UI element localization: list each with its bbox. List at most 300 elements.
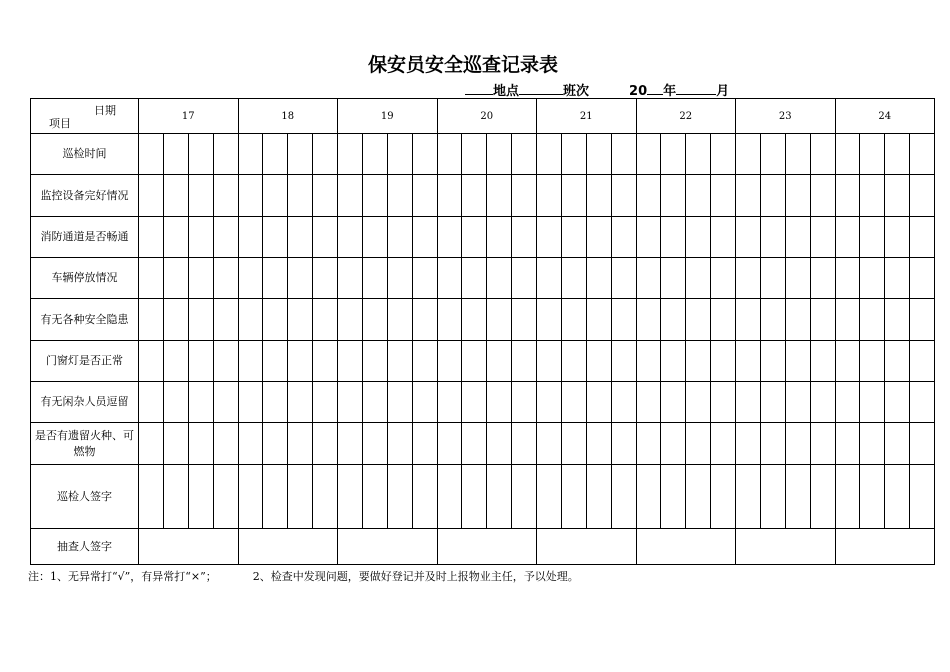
check-cell[interactable] bbox=[313, 134, 338, 175]
check-cell[interactable] bbox=[810, 341, 835, 382]
check-cell[interactable] bbox=[537, 423, 562, 465]
check-cell[interactable] bbox=[785, 465, 810, 529]
check-cell[interactable] bbox=[437, 258, 462, 299]
check-cell[interactable] bbox=[139, 217, 164, 258]
check-cell[interactable] bbox=[238, 134, 263, 175]
check-cell[interactable] bbox=[512, 299, 537, 341]
check-cell[interactable] bbox=[213, 382, 238, 423]
month-blank[interactable] bbox=[676, 82, 716, 95]
check-cell[interactable] bbox=[611, 341, 636, 382]
check-cell[interactable] bbox=[412, 217, 437, 258]
check-cell[interactable] bbox=[288, 258, 313, 299]
check-cell[interactable] bbox=[338, 465, 363, 529]
check-cell[interactable] bbox=[711, 382, 736, 423]
check-cell[interactable] bbox=[238, 299, 263, 341]
check-cell[interactable] bbox=[263, 134, 288, 175]
check-cell[interactable] bbox=[736, 423, 761, 465]
check-cell[interactable] bbox=[487, 465, 512, 529]
check-cell[interactable] bbox=[238, 423, 263, 465]
check-cell[interactable] bbox=[213, 258, 238, 299]
check-cell[interactable] bbox=[711, 465, 736, 529]
check-cell[interactable] bbox=[213, 134, 238, 175]
check-cell[interactable] bbox=[188, 258, 213, 299]
check-cell[interactable] bbox=[736, 175, 761, 217]
check-cell[interactable] bbox=[736, 299, 761, 341]
check-cell[interactable] bbox=[860, 382, 885, 423]
check-cell[interactable] bbox=[860, 175, 885, 217]
signature-cell[interactable] bbox=[437, 529, 537, 565]
check-cell[interactable] bbox=[561, 382, 586, 423]
check-cell[interactable] bbox=[760, 382, 785, 423]
check-cell[interactable] bbox=[711, 134, 736, 175]
check-cell[interactable] bbox=[512, 175, 537, 217]
check-cell[interactable] bbox=[586, 217, 611, 258]
check-cell[interactable] bbox=[760, 258, 785, 299]
check-cell[interactable] bbox=[462, 217, 487, 258]
check-cell[interactable] bbox=[785, 258, 810, 299]
check-cell[interactable] bbox=[512, 134, 537, 175]
check-cell[interactable] bbox=[910, 217, 935, 258]
check-cell[interactable] bbox=[313, 299, 338, 341]
check-cell[interactable] bbox=[437, 217, 462, 258]
check-cell[interactable] bbox=[686, 382, 711, 423]
check-cell[interactable] bbox=[139, 175, 164, 217]
check-cell[interactable] bbox=[537, 258, 562, 299]
check-cell[interactable] bbox=[860, 134, 885, 175]
check-cell[interactable] bbox=[487, 134, 512, 175]
check-cell[interactable] bbox=[437, 175, 462, 217]
check-cell[interactable] bbox=[188, 217, 213, 258]
check-cell[interactable] bbox=[288, 134, 313, 175]
check-cell[interactable] bbox=[860, 217, 885, 258]
check-cell[interactable] bbox=[910, 134, 935, 175]
check-cell[interactable] bbox=[288, 465, 313, 529]
check-cell[interactable] bbox=[910, 258, 935, 299]
check-cell[interactable] bbox=[736, 134, 761, 175]
check-cell[interactable] bbox=[835, 465, 860, 529]
check-cell[interactable] bbox=[686, 134, 711, 175]
check-cell[interactable] bbox=[810, 217, 835, 258]
check-cell[interactable] bbox=[537, 175, 562, 217]
check-cell[interactable] bbox=[462, 382, 487, 423]
check-cell[interactable] bbox=[462, 134, 487, 175]
check-cell[interactable] bbox=[885, 382, 910, 423]
check-cell[interactable] bbox=[238, 258, 263, 299]
check-cell[interactable] bbox=[810, 175, 835, 217]
check-cell[interactable] bbox=[760, 299, 785, 341]
check-cell[interactable] bbox=[288, 175, 313, 217]
check-cell[interactable] bbox=[188, 382, 213, 423]
check-cell[interactable] bbox=[910, 299, 935, 341]
check-cell[interactable] bbox=[163, 134, 188, 175]
check-cell[interactable] bbox=[611, 175, 636, 217]
check-cell[interactable] bbox=[213, 217, 238, 258]
check-cell[interactable] bbox=[785, 341, 810, 382]
check-cell[interactable] bbox=[885, 258, 910, 299]
check-cell[interactable] bbox=[512, 258, 537, 299]
check-cell[interactable] bbox=[885, 217, 910, 258]
check-cell[interactable] bbox=[910, 423, 935, 465]
signature-cell[interactable] bbox=[338, 529, 438, 565]
check-cell[interactable] bbox=[288, 382, 313, 423]
check-cell[interactable] bbox=[263, 217, 288, 258]
check-cell[interactable] bbox=[139, 258, 164, 299]
check-cell[interactable] bbox=[586, 134, 611, 175]
check-cell[interactable] bbox=[686, 423, 711, 465]
check-cell[interactable] bbox=[512, 423, 537, 465]
check-cell[interactable] bbox=[810, 465, 835, 529]
check-cell[interactable] bbox=[313, 423, 338, 465]
check-cell[interactable] bbox=[586, 465, 611, 529]
check-cell[interactable] bbox=[288, 299, 313, 341]
check-cell[interactable] bbox=[561, 134, 586, 175]
check-cell[interactable] bbox=[213, 341, 238, 382]
check-cell[interactable] bbox=[686, 258, 711, 299]
check-cell[interactable] bbox=[387, 175, 412, 217]
check-cell[interactable] bbox=[338, 175, 363, 217]
check-cell[interactable] bbox=[387, 341, 412, 382]
check-cell[interactable] bbox=[437, 382, 462, 423]
check-cell[interactable] bbox=[760, 341, 785, 382]
check-cell[interactable] bbox=[537, 299, 562, 341]
check-cell[interactable] bbox=[835, 258, 860, 299]
check-cell[interactable] bbox=[835, 299, 860, 341]
check-cell[interactable] bbox=[387, 134, 412, 175]
check-cell[interactable] bbox=[636, 423, 661, 465]
check-cell[interactable] bbox=[885, 465, 910, 529]
check-cell[interactable] bbox=[263, 341, 288, 382]
check-cell[interactable] bbox=[487, 299, 512, 341]
check-cell[interactable] bbox=[537, 465, 562, 529]
check-cell[interactable] bbox=[487, 341, 512, 382]
check-cell[interactable] bbox=[561, 258, 586, 299]
check-cell[interactable] bbox=[163, 175, 188, 217]
check-cell[interactable] bbox=[362, 299, 387, 341]
check-cell[interactable] bbox=[711, 258, 736, 299]
check-cell[interactable] bbox=[213, 175, 238, 217]
check-cell[interactable] bbox=[636, 175, 661, 217]
signature-cell[interactable] bbox=[537, 529, 637, 565]
check-cell[interactable] bbox=[661, 217, 686, 258]
signature-cell[interactable] bbox=[139, 529, 239, 565]
check-cell[interactable] bbox=[139, 341, 164, 382]
check-cell[interactable] bbox=[188, 465, 213, 529]
check-cell[interactable] bbox=[785, 175, 810, 217]
check-cell[interactable] bbox=[462, 341, 487, 382]
check-cell[interactable] bbox=[810, 258, 835, 299]
check-cell[interactable] bbox=[785, 134, 810, 175]
shift-blank[interactable] bbox=[519, 82, 563, 95]
check-cell[interactable] bbox=[835, 175, 860, 217]
check-cell[interactable] bbox=[263, 299, 288, 341]
check-cell[interactable] bbox=[338, 217, 363, 258]
check-cell[interactable] bbox=[512, 217, 537, 258]
check-cell[interactable] bbox=[860, 258, 885, 299]
check-cell[interactable] bbox=[711, 299, 736, 341]
check-cell[interactable] bbox=[487, 217, 512, 258]
check-cell[interactable] bbox=[661, 341, 686, 382]
check-cell[interactable] bbox=[462, 299, 487, 341]
check-cell[interactable] bbox=[537, 382, 562, 423]
check-cell[interactable] bbox=[785, 299, 810, 341]
check-cell[interactable] bbox=[711, 175, 736, 217]
check-cell[interactable] bbox=[636, 382, 661, 423]
check-cell[interactable] bbox=[835, 217, 860, 258]
check-cell[interactable] bbox=[412, 299, 437, 341]
check-cell[interactable] bbox=[139, 382, 164, 423]
check-cell[interactable] bbox=[313, 341, 338, 382]
check-cell[interactable] bbox=[661, 465, 686, 529]
check-cell[interactable] bbox=[512, 465, 537, 529]
check-cell[interactable] bbox=[313, 465, 338, 529]
check-cell[interactable] bbox=[636, 217, 661, 258]
check-cell[interactable] bbox=[362, 423, 387, 465]
check-cell[interactable] bbox=[636, 465, 661, 529]
check-cell[interactable] bbox=[362, 341, 387, 382]
check-cell[interactable] bbox=[661, 382, 686, 423]
check-cell[interactable] bbox=[288, 423, 313, 465]
check-cell[interactable] bbox=[835, 382, 860, 423]
check-cell[interactable] bbox=[387, 423, 412, 465]
check-cell[interactable] bbox=[512, 341, 537, 382]
check-cell[interactable] bbox=[412, 258, 437, 299]
check-cell[interactable] bbox=[213, 423, 238, 465]
check-cell[interactable] bbox=[487, 175, 512, 217]
check-cell[interactable] bbox=[611, 382, 636, 423]
check-cell[interactable] bbox=[139, 423, 164, 465]
check-cell[interactable] bbox=[785, 217, 810, 258]
check-cell[interactable] bbox=[537, 341, 562, 382]
check-cell[interactable] bbox=[163, 423, 188, 465]
check-cell[interactable] bbox=[213, 465, 238, 529]
check-cell[interactable] bbox=[686, 175, 711, 217]
check-cell[interactable] bbox=[686, 465, 711, 529]
check-cell[interactable] bbox=[860, 299, 885, 341]
check-cell[interactable] bbox=[661, 258, 686, 299]
check-cell[interactable] bbox=[736, 341, 761, 382]
check-cell[interactable] bbox=[362, 382, 387, 423]
check-cell[interactable] bbox=[835, 341, 860, 382]
check-cell[interactable] bbox=[586, 382, 611, 423]
check-cell[interactable] bbox=[412, 382, 437, 423]
check-cell[interactable] bbox=[810, 134, 835, 175]
check-cell[interactable] bbox=[338, 299, 363, 341]
check-cell[interactable] bbox=[139, 299, 164, 341]
check-cell[interactable] bbox=[785, 382, 810, 423]
check-cell[interactable] bbox=[835, 423, 860, 465]
check-cell[interactable] bbox=[810, 299, 835, 341]
year-blank[interactable] bbox=[647, 82, 663, 95]
check-cell[interactable] bbox=[412, 465, 437, 529]
check-cell[interactable] bbox=[661, 299, 686, 341]
check-cell[interactable] bbox=[412, 341, 437, 382]
check-cell[interactable] bbox=[661, 175, 686, 217]
check-cell[interactable] bbox=[462, 258, 487, 299]
check-cell[interactable] bbox=[686, 299, 711, 341]
check-cell[interactable] bbox=[611, 299, 636, 341]
check-cell[interactable] bbox=[188, 134, 213, 175]
check-cell[interactable] bbox=[163, 382, 188, 423]
signature-cell[interactable] bbox=[636, 529, 736, 565]
check-cell[interactable] bbox=[636, 134, 661, 175]
check-cell[interactable] bbox=[760, 134, 785, 175]
check-cell[interactable] bbox=[760, 465, 785, 529]
check-cell[interactable] bbox=[238, 382, 263, 423]
signature-cell[interactable] bbox=[238, 529, 338, 565]
check-cell[interactable] bbox=[910, 382, 935, 423]
check-cell[interactable] bbox=[238, 465, 263, 529]
check-cell[interactable] bbox=[835, 134, 860, 175]
check-cell[interactable] bbox=[387, 382, 412, 423]
check-cell[interactable] bbox=[711, 341, 736, 382]
check-cell[interactable] bbox=[910, 341, 935, 382]
check-cell[interactable] bbox=[611, 465, 636, 529]
check-cell[interactable] bbox=[238, 175, 263, 217]
check-cell[interactable] bbox=[586, 341, 611, 382]
check-cell[interactable] bbox=[611, 423, 636, 465]
check-cell[interactable] bbox=[910, 465, 935, 529]
check-cell[interactable] bbox=[238, 217, 263, 258]
check-cell[interactable] bbox=[362, 217, 387, 258]
check-cell[interactable] bbox=[785, 423, 810, 465]
check-cell[interactable] bbox=[860, 423, 885, 465]
check-cell[interactable] bbox=[362, 465, 387, 529]
check-cell[interactable] bbox=[338, 341, 363, 382]
check-cell[interactable] bbox=[263, 465, 288, 529]
check-cell[interactable] bbox=[561, 465, 586, 529]
check-cell[interactable] bbox=[313, 258, 338, 299]
check-cell[interactable] bbox=[163, 299, 188, 341]
check-cell[interactable] bbox=[561, 423, 586, 465]
check-cell[interactable] bbox=[586, 258, 611, 299]
check-cell[interactable] bbox=[512, 382, 537, 423]
check-cell[interactable] bbox=[139, 465, 164, 529]
check-cell[interactable] bbox=[885, 134, 910, 175]
check-cell[interactable] bbox=[462, 175, 487, 217]
check-cell[interactable] bbox=[487, 382, 512, 423]
check-cell[interactable] bbox=[711, 423, 736, 465]
check-cell[interactable] bbox=[263, 258, 288, 299]
check-cell[interactable] bbox=[213, 299, 238, 341]
check-cell[interactable] bbox=[885, 299, 910, 341]
check-cell[interactable] bbox=[338, 258, 363, 299]
check-cell[interactable] bbox=[686, 341, 711, 382]
check-cell[interactable] bbox=[910, 175, 935, 217]
check-cell[interactable] bbox=[313, 382, 338, 423]
check-cell[interactable] bbox=[885, 175, 910, 217]
check-cell[interactable] bbox=[487, 258, 512, 299]
check-cell[interactable] bbox=[188, 423, 213, 465]
check-cell[interactable] bbox=[636, 258, 661, 299]
check-cell[interactable] bbox=[288, 217, 313, 258]
check-cell[interactable] bbox=[885, 423, 910, 465]
check-cell[interactable] bbox=[437, 423, 462, 465]
check-cell[interactable] bbox=[736, 465, 761, 529]
check-cell[interactable] bbox=[462, 423, 487, 465]
check-cell[interactable] bbox=[387, 299, 412, 341]
check-cell[interactable] bbox=[313, 217, 338, 258]
check-cell[interactable] bbox=[362, 175, 387, 217]
check-cell[interactable] bbox=[338, 382, 363, 423]
check-cell[interactable] bbox=[263, 423, 288, 465]
check-cell[interactable] bbox=[885, 341, 910, 382]
check-cell[interactable] bbox=[736, 258, 761, 299]
check-cell[interactable] bbox=[163, 341, 188, 382]
check-cell[interactable] bbox=[760, 175, 785, 217]
check-cell[interactable] bbox=[537, 217, 562, 258]
check-cell[interactable] bbox=[288, 341, 313, 382]
check-cell[interactable] bbox=[163, 217, 188, 258]
check-cell[interactable] bbox=[188, 175, 213, 217]
check-cell[interactable] bbox=[711, 217, 736, 258]
check-cell[interactable] bbox=[611, 217, 636, 258]
check-cell[interactable] bbox=[362, 258, 387, 299]
check-cell[interactable] bbox=[263, 175, 288, 217]
check-cell[interactable] bbox=[462, 465, 487, 529]
check-cell[interactable] bbox=[686, 217, 711, 258]
check-cell[interactable] bbox=[636, 299, 661, 341]
check-cell[interactable] bbox=[561, 299, 586, 341]
check-cell[interactable] bbox=[736, 217, 761, 258]
check-cell[interactable] bbox=[437, 299, 462, 341]
check-cell[interactable] bbox=[537, 134, 562, 175]
check-cell[interactable] bbox=[238, 341, 263, 382]
check-cell[interactable] bbox=[760, 423, 785, 465]
check-cell[interactable] bbox=[362, 134, 387, 175]
check-cell[interactable] bbox=[387, 258, 412, 299]
check-cell[interactable] bbox=[437, 134, 462, 175]
check-cell[interactable] bbox=[586, 175, 611, 217]
check-cell[interactable] bbox=[860, 465, 885, 529]
check-cell[interactable] bbox=[163, 465, 188, 529]
check-cell[interactable] bbox=[760, 217, 785, 258]
signature-cell[interactable] bbox=[736, 529, 836, 565]
check-cell[interactable] bbox=[163, 258, 188, 299]
check-cell[interactable] bbox=[387, 217, 412, 258]
check-cell[interactable] bbox=[188, 299, 213, 341]
check-cell[interactable] bbox=[586, 423, 611, 465]
check-cell[interactable] bbox=[188, 341, 213, 382]
check-cell[interactable] bbox=[412, 134, 437, 175]
check-cell[interactable] bbox=[437, 341, 462, 382]
check-cell[interactable] bbox=[661, 423, 686, 465]
check-cell[interactable] bbox=[387, 465, 412, 529]
check-cell[interactable] bbox=[313, 175, 338, 217]
check-cell[interactable] bbox=[561, 341, 586, 382]
check-cell[interactable] bbox=[561, 217, 586, 258]
signature-cell[interactable] bbox=[835, 529, 935, 565]
check-cell[interactable] bbox=[736, 382, 761, 423]
check-cell[interactable] bbox=[412, 423, 437, 465]
check-cell[interactable] bbox=[437, 465, 462, 529]
check-cell[interactable] bbox=[860, 341, 885, 382]
check-cell[interactable] bbox=[611, 134, 636, 175]
check-cell[interactable] bbox=[611, 258, 636, 299]
check-cell[interactable] bbox=[338, 134, 363, 175]
check-cell[interactable] bbox=[561, 175, 586, 217]
check-cell[interactable] bbox=[636, 341, 661, 382]
check-cell[interactable] bbox=[412, 175, 437, 217]
check-cell[interactable] bbox=[338, 423, 363, 465]
check-cell[interactable] bbox=[810, 382, 835, 423]
check-cell[interactable] bbox=[661, 134, 686, 175]
check-cell[interactable] bbox=[139, 134, 164, 175]
check-cell[interactable] bbox=[487, 423, 512, 465]
check-cell[interactable] bbox=[810, 423, 835, 465]
check-cell[interactable] bbox=[586, 299, 611, 341]
check-cell[interactable] bbox=[263, 382, 288, 423]
location-blank[interactable] bbox=[465, 82, 493, 95]
